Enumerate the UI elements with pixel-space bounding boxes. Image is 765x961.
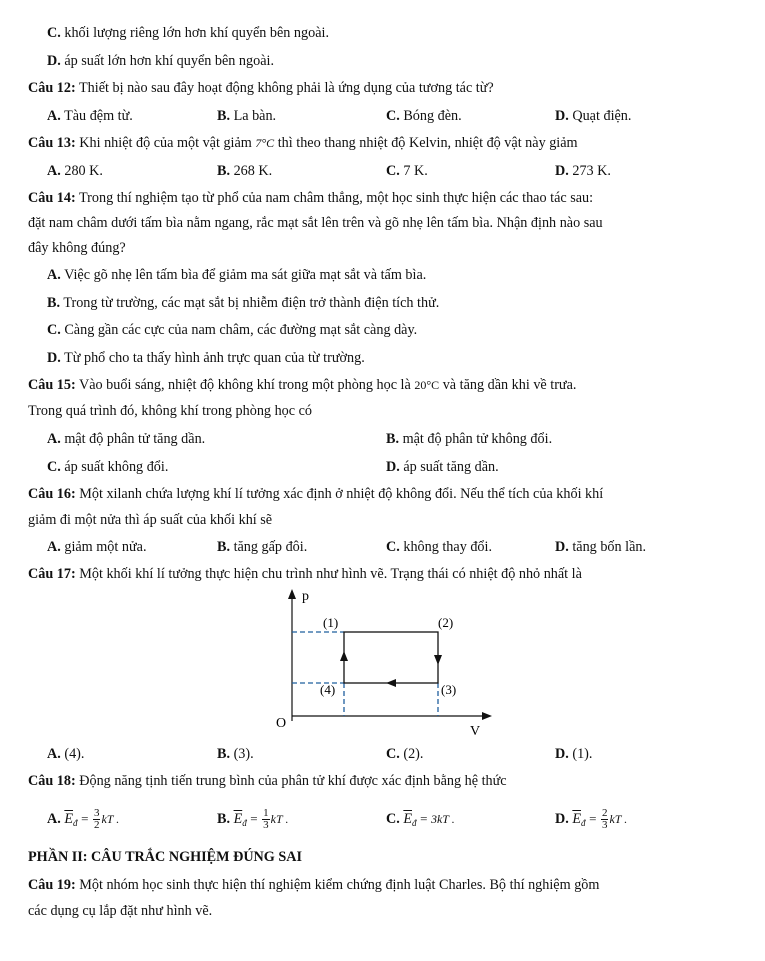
origin-label: O xyxy=(276,716,287,731)
q19-stem-line2: các dụng cụ lắp đặt như hình vẽ. xyxy=(28,903,213,919)
q18-option-d: D. $\overline{E}_đ$ = $\frac{2}{3}$ kT . xyxy=(555,807,628,832)
q14-option-c: C. Càng gần các cực của nam châm, các đường mạt sắt càng dày. xyxy=(47,322,418,338)
q16-option-b: B. tăng gấp đôi. xyxy=(217,539,308,555)
q12-option-c: C. Bóng đèn. xyxy=(386,108,462,124)
q12-option-d: D. Quạt điện. xyxy=(555,108,632,124)
q12-option-a: A. Tàu đệm từ. xyxy=(47,108,133,124)
q14-stem-line1: Câu 14: Trong thí nghiệm tạo từ phổ của nam châm thẳng, một học sinh thực hiện các thao tác sau: xyxy=(28,190,594,206)
q16-option-c: C. không thay đổi. xyxy=(386,539,493,555)
q16-option-a: A. giảm một nửa. xyxy=(47,539,147,555)
q13-option-c: C. 7 K. xyxy=(386,163,428,179)
q17-option-b: B. (3). xyxy=(217,746,254,762)
q14-option-b: B. Trong từ trường, các mạt sắt bị nhiễm điện trở thành điện tích thử. xyxy=(47,295,440,311)
q16-option-d: D. tăng bốn lần. xyxy=(555,539,647,555)
q15-option-c: C. áp suất không đổi. xyxy=(47,459,169,475)
arrow-4-to-1 xyxy=(340,651,348,661)
q15-option-a: A. mật độ phân tử tăng dần. xyxy=(47,431,206,447)
q11-option-c: C. khối lượng riêng lớn hơn khí quyển bên ngoài. xyxy=(47,25,329,41)
q14-option-a: A. Việc gõ nhẹ lên tấm bìa để giảm ma sát giữa mạt sắt và tấm bìa. xyxy=(47,267,427,283)
q15-stem-line2: Trong quá trình đó, không khí trong phòng học có xyxy=(28,403,312,419)
state-2-label: (2) xyxy=(438,615,454,630)
q15-stem-line1: Câu 15: Vào buổi sáng, nhiệt độ không khí trong một phòng học là 20°C và tăng dần khi về trưa. xyxy=(28,377,577,393)
state-4-label: (4) xyxy=(320,682,336,697)
q17-option-a: A. (4). xyxy=(47,746,85,762)
q14-stem-line2: đặt nam châm dưới tấm bìa nằm ngang, rắc mạt sắt lên trên và gõ nhẹ lên tấm bìa. Nhận định nào sau xyxy=(28,215,603,231)
q13-option-d: D. 273 K. xyxy=(555,163,611,179)
q12-stem: Câu 12: Thiết bị nào sau đây hoạt động không phải là ứng dụng của tương tác từ? xyxy=(28,80,494,96)
v-axis-arrowhead xyxy=(482,712,492,720)
p-axis-arrowhead xyxy=(288,589,296,599)
v-axis-label: V xyxy=(470,724,481,739)
state-3-label: (3) xyxy=(441,682,457,697)
q14-option-d: D. Từ phổ cho ta thấy hình ảnh trực quan của từ trường. xyxy=(47,350,365,366)
q16-stem-line2: giảm đi một nửa thì áp suất của khối khí sẽ xyxy=(28,512,273,528)
q18-option-c: C. $\overline{E}_đ = 3kT$ . xyxy=(386,811,455,828)
q17-stem: Câu 17: Một khối khí lí tưởng thực hiện chu trình như hình vẽ. Trạng thái có nhiệt độ nhỏ nhất là xyxy=(28,566,582,582)
q18-option-a: A. $\overline{E}_đ$ = $\frac{3}{2}$ kT . xyxy=(47,807,120,832)
q17-option-c: C. (2). xyxy=(386,746,424,762)
q15-option-d: D. áp suất tăng dần. xyxy=(386,459,499,475)
q16-stem-line1: Câu 16: Một xilanh chứa lượng khí lí tưởng xác định ở nhiệt độ không đổi. Nếu thể tích của khối khí xyxy=(28,486,604,502)
p-axis-label: p xyxy=(302,589,309,604)
q11-option-d: D. áp suất lớn hơn khí quyển bên ngoài. xyxy=(47,53,274,69)
q13-option-b: B. 268 K. xyxy=(217,163,273,179)
arrow-2-to-3 xyxy=(434,655,442,665)
q19-stem-line1: Câu 19: Một nhóm học sinh thực hiện thí nghiệm kiểm chứng định luật Charles. Bộ thí nghiệm gồm xyxy=(28,877,600,893)
pv-cycle-diagram xyxy=(268,585,498,745)
q12-option-b: B. La bàn. xyxy=(217,108,277,124)
q13-option-a: A. 280 K. xyxy=(47,163,103,179)
q18-option-b: B. $\overline{E}_đ$ = $\frac{1}{3}$ kT . xyxy=(217,807,289,832)
state-1-label: (1) xyxy=(323,615,339,630)
arrow-3-to-4 xyxy=(386,679,396,687)
q15-option-b: B. mật độ phân tử không đổi. xyxy=(386,431,553,447)
part2-heading: PHẦN II: CÂU TRẮC NGHIỆM ĐÚNG SAI xyxy=(28,849,303,865)
cycle-path xyxy=(344,632,438,683)
q13-stem: Câu 13: Khi nhiệt độ của một vật giảm 7°C thì theo thang nhiệt độ Kelvin, nhiệt độ vật này giảm xyxy=(28,135,578,151)
q17-option-d: D. (1). xyxy=(555,746,593,762)
q14-stem-line3: đây không đúng? xyxy=(28,240,126,256)
q18-stem: Câu 18: Động năng tịnh tiến trung bình của phân tử khí được xác định bằng hệ thức xyxy=(28,773,507,789)
